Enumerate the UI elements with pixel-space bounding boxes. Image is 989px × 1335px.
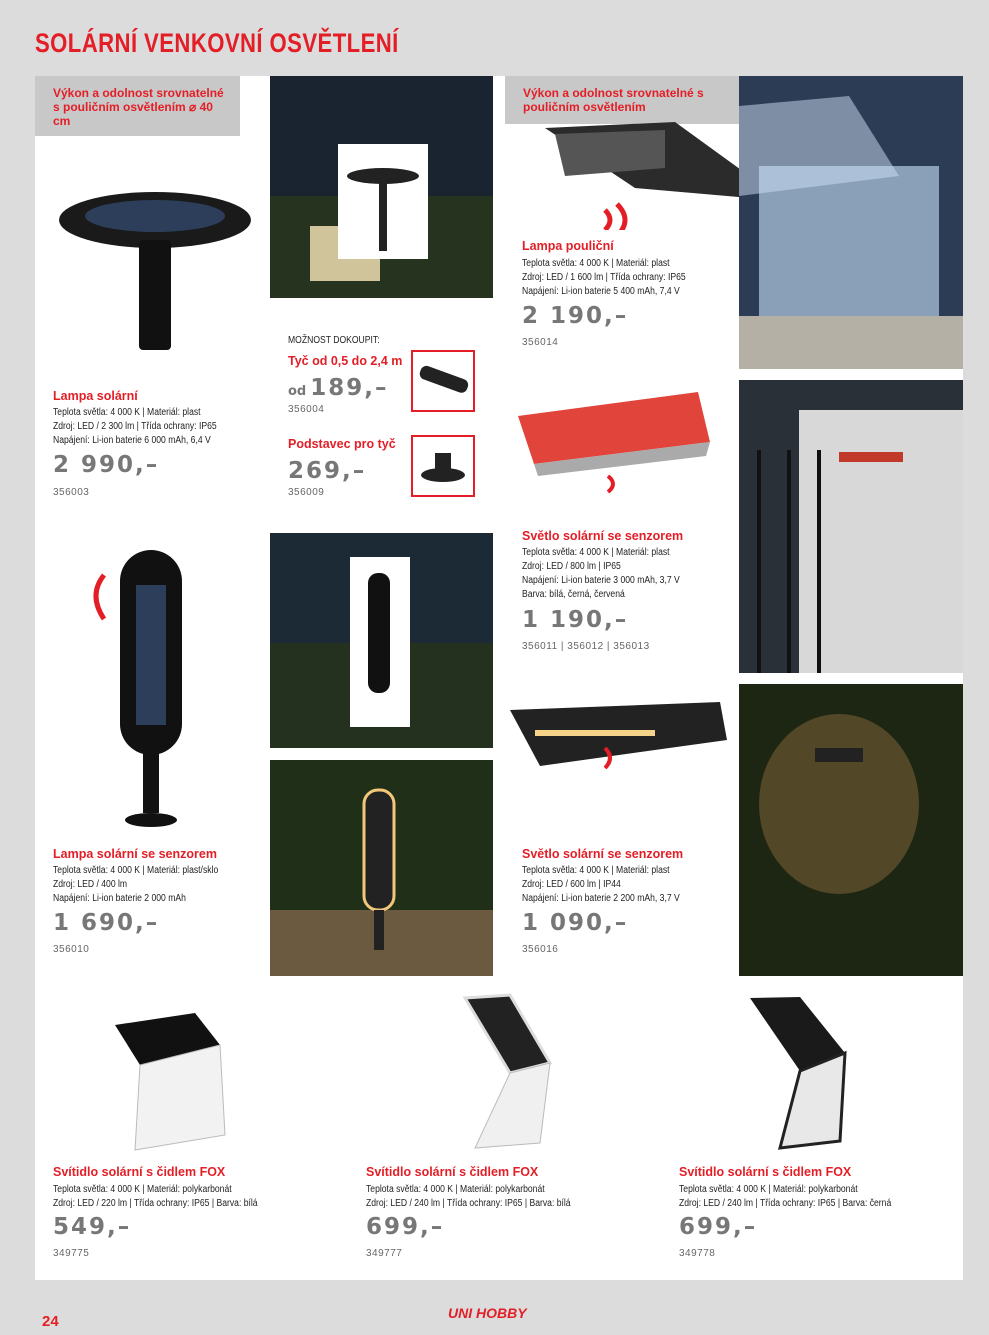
product-code: 356003: [53, 487, 90, 498]
fox-light-white-image: [100, 1005, 230, 1155]
product-spec: Barva: bílá, černá, červená: [522, 589, 625, 600]
product-spec: Napájení: Li-ion baterie 2 200 mAh, 3,7 V: [522, 893, 680, 904]
product-code: 356016: [522, 944, 559, 955]
fox-light-black-image: [740, 993, 855, 1155]
rod-image: [411, 350, 475, 412]
product-spec: Zdroj: LED / 600 lm | IP44: [522, 879, 621, 890]
red-wall-light-image: [518, 386, 714, 498]
page-number: 24: [42, 1313, 59, 1330]
product-spec: Teplota světla: 4 000 K | Materiál: plast: [53, 407, 201, 418]
accessory-base-price: 269,–: [288, 458, 367, 484]
bollard-lamp-image: [80, 535, 200, 835]
page-title: SOLÁRNÍ VENKOVNÍ OSVĚTLENÍ: [35, 28, 399, 58]
product-spec: Teplota světla: 4 000 K | Materiál: polykarbonát: [679, 1184, 858, 1195]
feature-tag: Výkon a odolnost srovnatelné s pouličním osvětlením: [505, 76, 739, 124]
accessory-base-name: Podstavec pro tyč: [288, 437, 396, 451]
product-spec: Zdroj: LED / 800 lm | IP65: [522, 561, 621, 572]
bollard-night-photo: [270, 533, 493, 748]
product-name: Lampa solární: [53, 389, 138, 403]
product-price: 1 090,–: [522, 910, 629, 936]
product-spec: Teplota světla: 4 000 K | Materiál: plast/sklo: [53, 865, 219, 876]
brand-logo: UNI HOBBY: [448, 1305, 527, 1321]
feature-tag: Výkon a odolnost srovnatelné s pouličním osvětlením ⌀ 40 cm: [35, 76, 240, 136]
accessory-rod-code: 356004: [288, 404, 325, 415]
product-spec: Teplota světla: 4 000 K | Materiál: plast: [522, 865, 670, 876]
product-spec: Teplota světla: 4 000 K | Materiál: plast: [522, 547, 670, 558]
accessory-base-code: 356009: [288, 487, 325, 498]
product-name: Svítidlo solární s čidlem FOX: [53, 1165, 226, 1179]
product-spec: Teplota světla: 4 000 K | Materiál: plast: [522, 258, 670, 269]
product-price: 1 690,–: [53, 910, 160, 936]
product-spec: Napájení: Li-ion baterie 6 000 mAh, 6,4 V: [53, 435, 211, 446]
base-image: [411, 435, 475, 497]
bollard-garden-photo: [270, 760, 493, 976]
product-spec: Teplota světla: 4 000 K | Materiál: polykarbonát: [53, 1184, 232, 1195]
product-name: Světlo solární se senzorem: [522, 529, 684, 543]
product-spec: Napájení: Li-ion baterie 3 000 mAh, 3,7 V: [522, 575, 680, 586]
street-lamp-photo: [739, 76, 963, 369]
product-spec: Teplota světla: 4 000 K | Materiál: polykarbonát: [366, 1184, 545, 1195]
product-code: 349777: [366, 1248, 403, 1259]
product-spec: Zdroj: LED / 240 lm | Třída ochrany: IP65 | Barva: bílá: [366, 1198, 571, 1209]
product-code: 356014: [522, 337, 559, 348]
black-wall-light-image: [505, 700, 730, 780]
product-code: 356010: [53, 944, 90, 955]
accessories-heading: MOŽNOST DOKOUPIT:: [288, 335, 380, 346]
product-spec: Napájení: Li-ion baterie 2 000 mAh: [53, 893, 186, 904]
product-price: 2 990,–: [53, 452, 160, 478]
product-spec: Zdroj: LED / 1 600 lm | Třída ochrany: IP65: [522, 272, 686, 283]
product-price: 549,–: [53, 1214, 132, 1240]
product-name: Svítidlo solární s čidlem FOX: [679, 1165, 852, 1179]
product-code: 356011 | 356012 | 356013: [522, 641, 650, 652]
wall-light-photo: [739, 380, 963, 673]
product-price: 2 190,–: [522, 303, 629, 329]
product-spec: Zdroj: LED / 2 300 lm | Třída ochrany: IP65: [53, 421, 217, 432]
product-spec: Zdroj: LED / 220 lm | Třída ochrany: IP65 | Barva: bílá: [53, 1198, 258, 1209]
street-lamp-image: [525, 118, 765, 230]
product-price: 699,–: [366, 1214, 445, 1240]
product-spec: Zdroj: LED / 400 lm: [53, 879, 128, 890]
solar-lamp-image: [55, 190, 255, 355]
garden-night-photo: [270, 76, 493, 298]
accessory-rod-price: od 189,–: [288, 375, 389, 401]
product-name: Lampa pouliční: [522, 239, 614, 253]
product-spec: Zdroj: LED / 240 lm | Třída ochrany: IP65 | Barva: černá: [679, 1198, 892, 1209]
fox-light-white2-image: [455, 993, 555, 1155]
product-price: 699,–: [679, 1214, 758, 1240]
product-name: Svítidlo solární s čidlem FOX: [366, 1165, 539, 1179]
product-spec: Napájení: Li-ion baterie 5 400 mAh, 7,4 V: [522, 286, 680, 297]
accessory-rod-name: Tyč od 0,5 do 2,4 m: [288, 354, 403, 368]
product-code: 349778: [679, 1248, 716, 1259]
product-price: 1 190,–: [522, 607, 629, 633]
ivy-wall-light-photo: [739, 684, 963, 976]
product-name: Lampa solární se senzorem: [53, 847, 217, 861]
product-name: Světlo solární se senzorem: [522, 847, 684, 861]
product-code: 349775: [53, 1248, 90, 1259]
